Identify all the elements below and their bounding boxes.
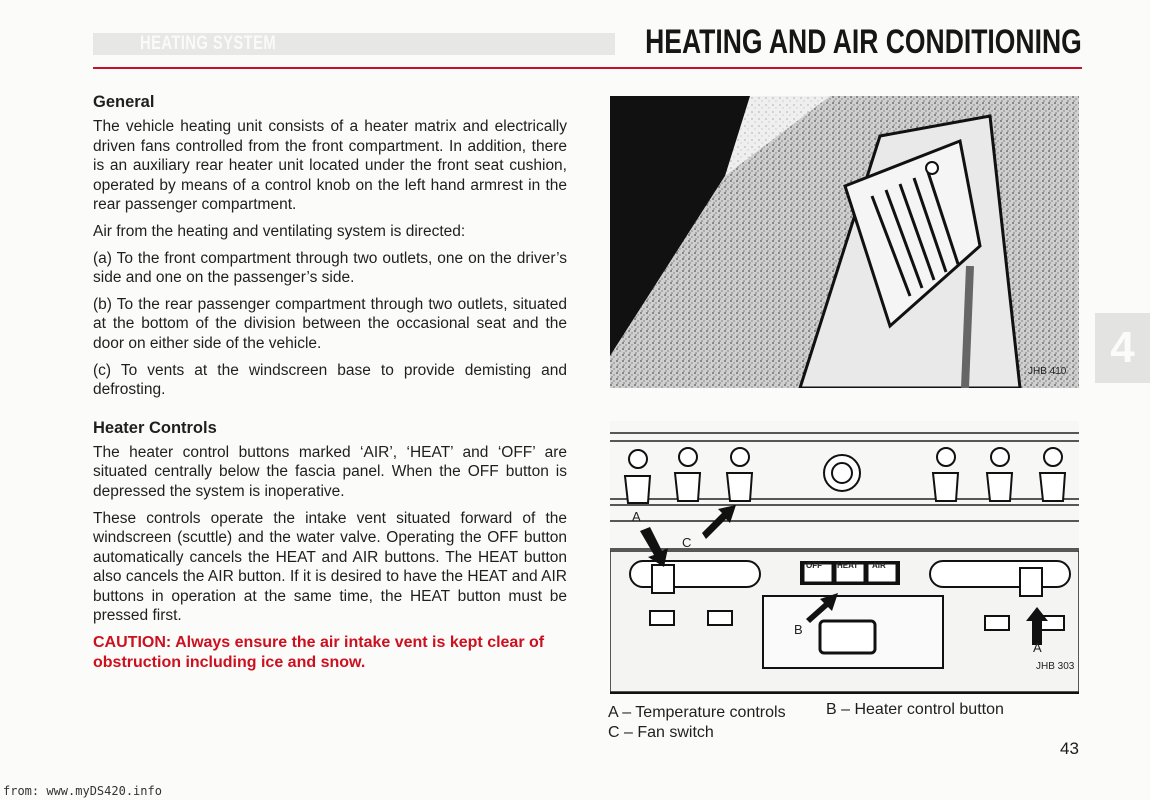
general-heading: General [93,93,155,111]
rear-outlet-drawing [610,96,1079,388]
general-paragraph: (a) To the front compartment through two outlets, one on the driver’s side and one on the passenger’s side. [93,249,567,287]
figure1-code: JHB 410 [1028,366,1067,377]
source-stamp: from: www.myDS420.info [3,784,162,798]
control-panel-drawing [610,421,1079,692]
page-number: 43 [1060,739,1079,758]
figure2-code: JHB 303 [1036,661,1075,672]
general-paragraph: (b) To the rear passenger compartment through two outlets, situated at the bottom of the division between the occasional seat and the door on either side of the vehicle. [93,295,567,352]
air-button-label: AIR [872,561,886,570]
general-paragraph: The vehicle heating unit consists of a heater matrix and electrically driven fans controlled from the front compartment. In addition, there is an auxiliary rear heater unit located under the front seat cushion, operated by means of a control knob on the left hand armrest in the rear passenger compartment. [93,118,567,214]
chapter-tab: 4 [1095,313,1150,383]
rear-outlet-illustration [610,96,1079,388]
general-paragraph: (c) To vents at the windscreen base to provide demisting and defrosting. [93,361,567,399]
heat-button-label: HEAT [837,561,859,570]
caution-note: CAUTION: Always ensure the air intake vent is kept clear of obstruction including ice and snow. [93,634,545,672]
heater-controls-heading: Heater Controls [93,418,217,437]
caption-heater-control-button: B – Heater control button [826,701,1004,718]
caption-temperature-controls: A – Temperature controls [608,704,786,721]
off-button-label: OFF [806,561,822,570]
callout-b: B [794,622,803,637]
section-label: HEATING SYSTEM [140,33,277,54]
callout-c: C [682,535,692,550]
heater-controls-paragraph: These controls operate the intake vent situated forward of the windscreen (scuttle) and the water valve. Operating the OFF button automatically cancels the HEAT and AIR buttons. The HEAT button also cancels the AIR button. If it is desired to have the HEAT and AIR buttons in operation at the same time, the HEAT button must be pressed first. [93,509,567,625]
title-rule [93,67,1082,69]
page-title: HEATING AND AIR CONDITIONING [645,23,1082,61]
heater-controls-paragraph: The heater control buttons marked ‘AIR’, ‘HEAT’ and ‘OFF’ are situated centrally below the fascia panel. When the OFF button is depressed the system is inoperative. [93,443,567,500]
callout-a-left: A [632,509,641,524]
callout-a-right: A [1033,640,1042,655]
general-paragraph: Air from the heating and ventilating system is directed: [93,222,466,240]
heater-control-panel-illustration [610,421,1079,694]
caption-fan-switch: C – Fan switch [608,724,714,741]
text-column [93,92,567,673]
